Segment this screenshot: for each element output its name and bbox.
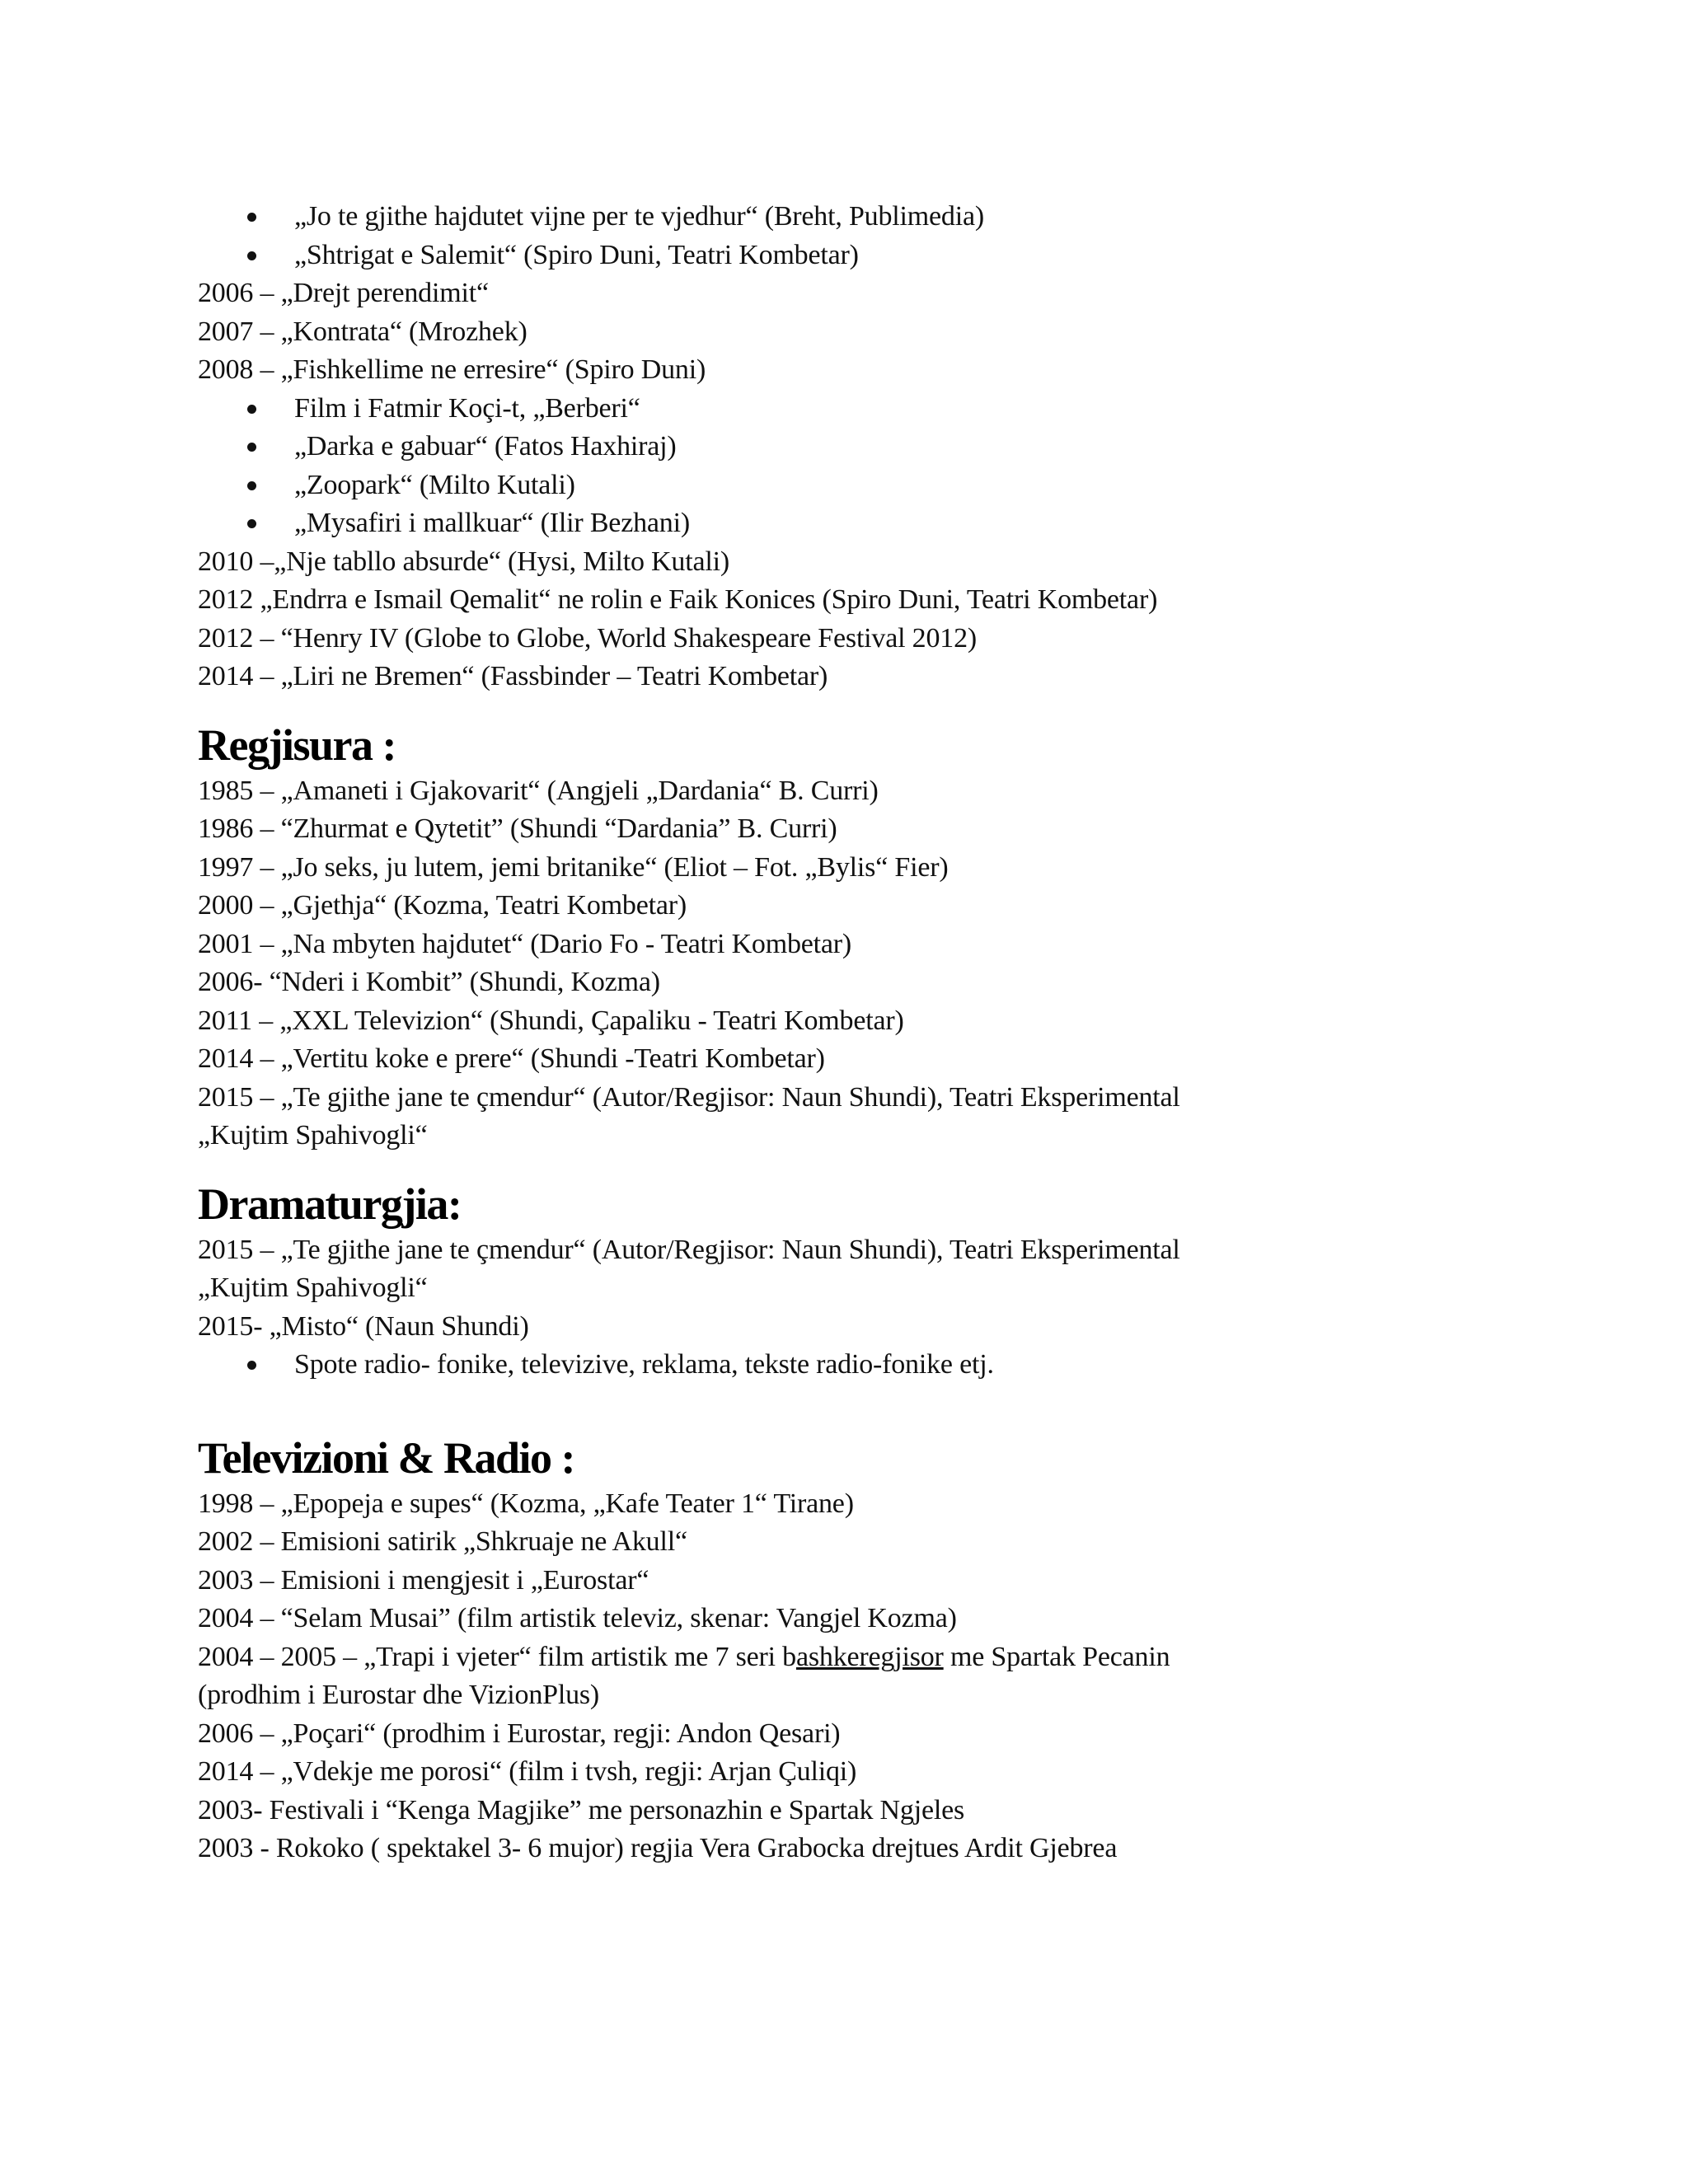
list-item: Film i Fatmir Koçi-t, „Berberi“	[198, 390, 1484, 429]
underlined-word: ashkeregjisor	[795, 1641, 944, 1672]
section-spacer	[198, 1385, 1484, 1409]
list-item: „Kujtim Spahivogli“	[198, 1120, 428, 1151]
list-item: 1997 – „Jo seks, ju lutem, jemi britanike“ (Eliot – Fot. „Bylis“ Fier)	[198, 851, 949, 883]
list-item: 2003 – Emisioni i mengjesit i „Eurostar“	[198, 1564, 649, 1596]
trapi-text-before: 2004 – 2005 – „Trapi i vjeter“ film artistik me 7 seri b	[198, 1641, 796, 1672]
list-item: 2006- “Nderi i Kombit” (Shundi, Kozma)	[198, 967, 660, 997]
list-item: 2015 – „Te gjithe jane te çmendur“ (Autor/Regjisor: Naun Shundi), Teatri Eksperimental	[198, 1081, 1180, 1113]
list-item	[198, 1638, 1484, 1677]
list-item: „Kujtim Spahivogli“	[198, 1272, 428, 1303]
list-item: 2001 – „Na mbyten hajdutet“ (Dario Fo - Teatri Kombetar)	[198, 928, 852, 959]
list-item: 2007 – „Kontrata“ (Mrozhek)	[198, 316, 528, 347]
list-item: 2006 – „Drejt perendimit“	[198, 278, 489, 308]
televizioni-list	[198, 1485, 1484, 1868]
list-item: „Darka e gabuar“ (Fatos Haxhiraj)	[198, 428, 1484, 466]
list-item: 2008 – „Fishkellime ne erresire“ (Spiro Duni)	[198, 354, 706, 385]
list-item: 2015 – „Te gjithe jane te çmendur“ (Autor/Regjisor: Naun Shundi), Teatri Eksperimental	[198, 1234, 1180, 1265]
list-item: 2000 – „Gjethja“ (Kozma, Teatri Kombetar)	[198, 890, 687, 921]
list-item: „Shtrigat e Salemit“ (Spiro Duni, Teatri Kombetar)	[198, 237, 1484, 275]
list-item: 2014 – „Vertitu koke e prere“ (Shundi -Teatri Kombetar)	[198, 1043, 825, 1074]
trapi-text-after: me Spartak Pecanin	[943, 1641, 1170, 1672]
list-item: 2002 – Emisioni satirik „Shkruaje ne Akull“	[198, 1526, 687, 1557]
list-item: 1986 – “Zhurmat e Qytetit” (Shundi “Dardania” B. Curri)	[198, 813, 837, 844]
list-item: 1998 – „Epopeja e supes“ (Kozma, „Kafe Teater 1“ Tirane)	[198, 1488, 854, 1519]
section-heading-regjisura: Regjisura :	[198, 719, 396, 770]
list-item: Spote radio- fonike, televizive, reklama, tekste radio-fonike etj.	[198, 1346, 1484, 1385]
list-item: (prodhim i Eurostar dhe VizionPlus)	[198, 1680, 600, 1710]
list-item: „Jo te gjithe hajdutet vijne per te vjedhur“ (Breht, Publimedia)	[198, 198, 1484, 237]
list-item: 2012 – “Henry IV (Globe to Globe, World Shakespeare Festival 2012)	[198, 622, 977, 654]
list-item: 2010 –„Nje tabllo absurde“ (Hysi, Milto Kutali)	[198, 546, 729, 577]
acting-list	[198, 198, 1484, 696]
list-item: 2006 – „Poçari“ (prodhim i Eurostar, regji: Andon Qesari)	[198, 1718, 841, 1749]
list-item: 2015- „Misto“ (Naun Shundi)	[198, 1310, 529, 1342]
list-item: „Zoopark“ (Milto Kutali)	[198, 466, 1484, 505]
list-item: 2004 – “Selam Musai” (film artistik televiz, skenar: Vangjel Kozma)	[198, 1603, 957, 1633]
list-item: 2011 – „XXL Televizion“ (Shundi, Çapaliku - Teatri Kombetar)	[198, 1005, 904, 1036]
list-item: 2003- Festivali i “Kenga Magjike” me personazhin e Spartak Ngjeles	[198, 1794, 965, 1825]
list-item: 2003 - Rokoko ( spektakel 3- 6 mujor) regjia Vera Grabocka drejtues Ardit Gjebrea	[198, 1833, 1118, 1863]
list-item: 2012 „Endrra e Ismail Qemalit“ ne rolin e Faik Konices (Spiro Duni, Teatri Kombetar)	[198, 584, 1158, 615]
list-item: 1985 – „Amaneti i Gjakovarit“ (Angjeli „Dardania“ B. Curri)	[198, 775, 879, 806]
list-item: 2014 – „Liri ne Bremen“ (Fassbinder – Teatri Kombetar)	[198, 661, 828, 691]
regjisura-list	[198, 772, 1484, 1155]
section-heading-dramaturgjia: Dramaturgjia:	[198, 1179, 462, 1229]
list-item: „Mysafiri i mallkuar“ (Ilir Bezhani)	[198, 504, 1484, 543]
list-item: 2014 – „Vdekje me porosi“ (film i tvsh, regji: Arjan Çuliqi)	[198, 1756, 857, 1787]
section-heading-televizioni: Televizioni & Radio :	[198, 1432, 575, 1483]
document-content	[198, 198, 1484, 1868]
dramaturgjia-list	[198, 1231, 1484, 1385]
